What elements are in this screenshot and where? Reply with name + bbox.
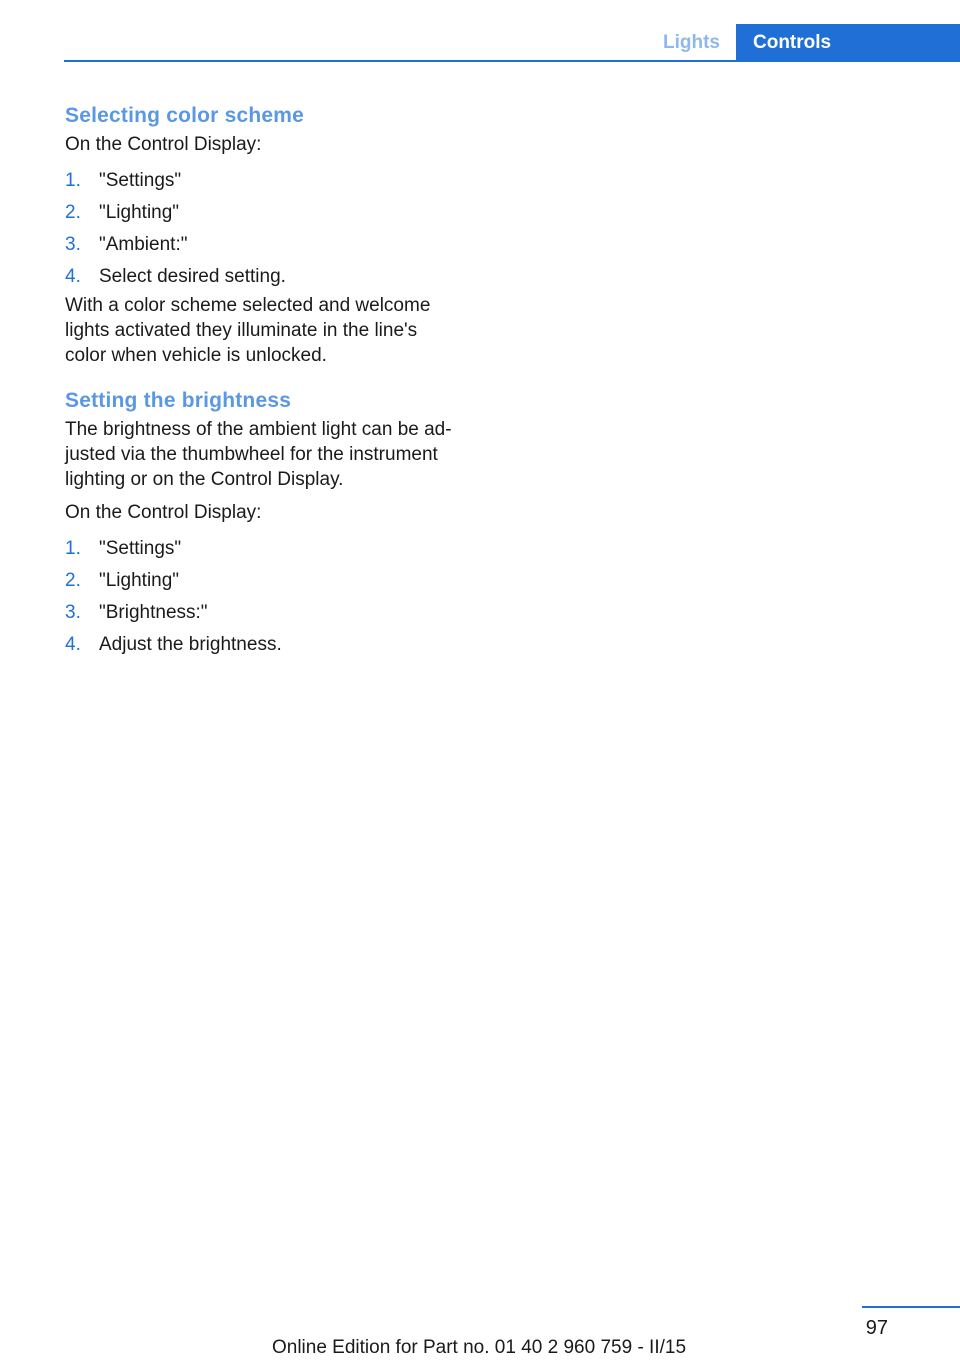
section2-steps	[65, 533, 485, 661]
step-text: Select desired setting.	[99, 266, 286, 287]
desc-line: lighting or on the Control Display.	[65, 469, 344, 490]
note-line: color when vehicle is unlocked.	[65, 345, 327, 366]
header-chapter-tab: Controls	[736, 24, 960, 61]
step-text: "Lighting"	[99, 570, 180, 591]
section2-description	[65, 417, 485, 492]
step-text: "Settings"	[99, 538, 182, 559]
list-item	[65, 597, 485, 629]
page-number-rule	[862, 1306, 960, 1308]
desc-line: The brightness of the ambient light can be ad‐	[65, 419, 452, 440]
list-item	[65, 165, 485, 197]
desc-line: justed via the thumbwheel for the instrument	[65, 444, 438, 465]
list-item	[65, 629, 485, 661]
list-item	[65, 565, 485, 597]
header-section-label: Lights	[663, 32, 720, 53]
note-line: lights activated they illuminate in the line's	[65, 320, 418, 341]
step-number: 2.	[65, 570, 81, 591]
step-number: 3.	[65, 234, 81, 255]
footer-edition-text: Online Edition for Part no. 01 40 2 960 759 - II/15	[271, 1337, 687, 1358]
step-number: 2.	[65, 202, 81, 223]
list-item	[65, 229, 485, 261]
footer-edition	[0, 1336, 960, 1360]
section-heading-brightness: Setting the brightness	[65, 389, 292, 412]
section1-steps	[65, 165, 485, 293]
step-number: 1.	[65, 170, 81, 191]
section1-intro: On the Control Display:	[65, 134, 262, 155]
list-item	[65, 197, 485, 229]
section2-intro: On the Control Display:	[65, 502, 262, 523]
page-number: 97	[865, 1317, 888, 1339]
section-heading-color-scheme: Selecting color scheme	[65, 104, 304, 127]
step-number: 3.	[65, 602, 81, 623]
step-text: Adjust the brightness.	[99, 634, 282, 655]
page-content	[65, 100, 485, 661]
step-text: "Settings"	[99, 170, 182, 191]
list-item	[65, 533, 485, 565]
step-number: 1.	[65, 538, 81, 559]
step-text: "Brightness:"	[99, 602, 208, 623]
section1-note	[65, 293, 485, 368]
step-text: "Lighting"	[99, 202, 180, 223]
step-number: 4.	[65, 266, 81, 287]
step-text: "Ambient:"	[99, 234, 188, 255]
note-line: With a color scheme selected and welcome	[65, 295, 431, 316]
step-number: 4.	[65, 634, 81, 655]
list-item	[65, 261, 485, 293]
